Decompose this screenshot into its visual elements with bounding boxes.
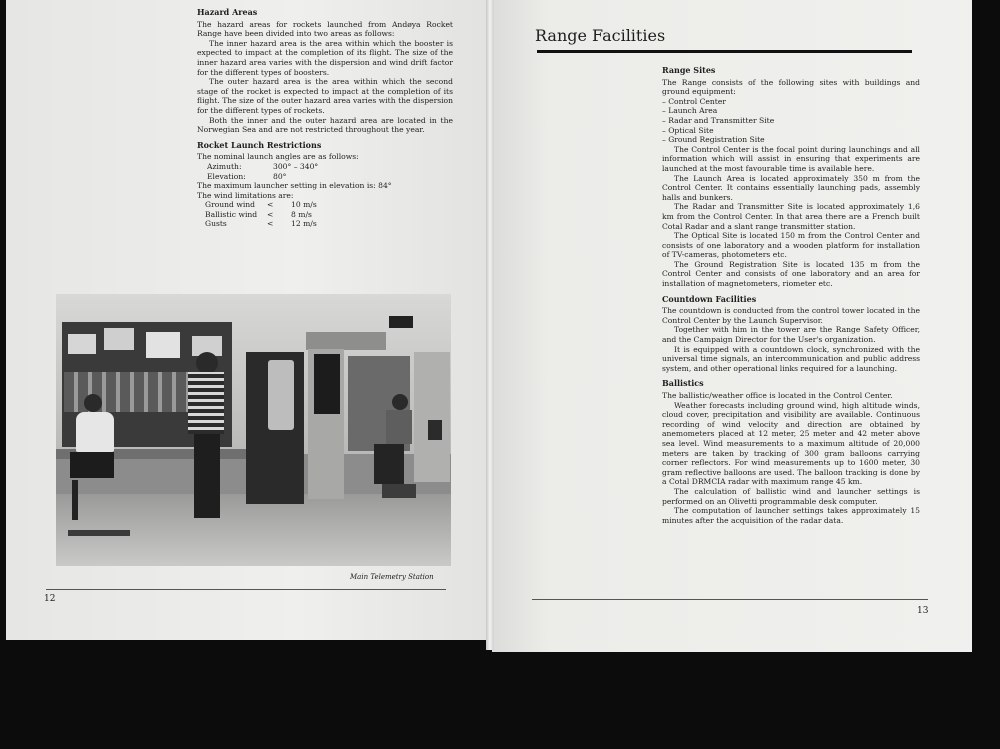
wind-row <box>197 210 453 220</box>
list-item: – Radar and Transmitter Site <box>662 115 775 125</box>
list-item: – Control Center <box>662 96 726 106</box>
hazard-para-1: The hazard areas for rockets launched from Andøya Rocket Range have been divided into two areas as follows: <box>197 19 453 39</box>
ballistics-para-4: The computation of launcher settings takes approximately 15 minutes after the acquisition of the radar data. <box>662 506 920 525</box>
countdown-heading: Countdown Facilities <box>662 293 757 304</box>
sites-para-2: The Launch Area is located approximately 350 m from the Control Center. It contains essentially launching pads, assembly halls and bunkers. <box>662 173 920 202</box>
telemetry-station-photo <box>56 294 451 566</box>
elevation-label: Elevation: <box>207 171 246 181</box>
wind-value: 12 m/s <box>291 219 317 229</box>
hazard-para-4: Both the inner and the outer hazard area are located in the Norwegian Sea and are not restricted throughout the year. <box>197 115 453 135</box>
hazard-heading: Hazard Areas <box>197 7 258 17</box>
ballistics-para-3: The calculation of ballistic wind and launcher settings is performed on an Olivetti programmable desk computer. <box>662 486 920 506</box>
wind-row <box>197 219 453 229</box>
list-item: – Optical Site <box>662 125 714 135</box>
sites-para-4: The Optical Site is located 150 m from the Control Center and consists of one laboratory and a wooden platform for installation of TV-cameras, photometers etc. <box>662 231 920 260</box>
wind-row <box>197 200 453 210</box>
sites-intro: The Range consists of the following sites with buildings and ground equipment: <box>662 77 920 97</box>
wind-label: Ground wind <box>205 200 256 210</box>
section-title: Range Facilities <box>535 26 666 45</box>
sites-para-1: The Control Center is the focal point during launchings and all information which will assist in ensuring that experiments are launched at the most favourable time is available here. <box>662 144 920 173</box>
countdown-para-1: The countdown is conducted from the control tower located in the Control Center by the Launch Supervisor. <box>662 306 920 325</box>
elevation-row <box>197 172 453 182</box>
hazard-para-3: The outer hazard area is the area within which the second stage of the rocket is expected to impact at the completion of its flight. The size of the outer hazard area varies with the dispersion for the different types of rockets. <box>197 77 453 115</box>
wind-op: < <box>267 219 274 229</box>
countdown-para-2: Together with him in the tower are the Range Safety Officer, and the Campaign Director for the User's organization. <box>662 325 920 345</box>
azimuth-row <box>197 162 453 172</box>
max-setting: The maximum launcher setting in elevation is: 84° <box>197 181 392 191</box>
azimuth-label: Azimuth: <box>207 161 242 171</box>
left-text-column <box>197 8 453 229</box>
hazard-para-2: The inner hazard area is the area within which the booster is expected to impact at the completion of its flight. The size of the inner hazard area varies with the dispersion and wind drift factor for the different types of boosters. <box>197 38 453 77</box>
left-footer-rule <box>46 589 446 590</box>
ballistics-para-2: Weather forecasts including ground wind, high altitude winds, cloud cover, precipitation and visibility are available. Continuous recording of wind velocity and direction are obtained by anemometers placed at 12 meter, 25 meter and 42 meter above sea level. Wind measurements to a maximum altitude of 20,000 meters are taken by tracking of 300 gram balloons carrying corner reflectors. For wind measurements up to 1600 meter, 30 gram reflective balloons are used. The balloon tracking is done by a Cotal DRMCIA radar with maximum range 45 km. <box>662 400 920 487</box>
wind-op: < <box>267 200 274 210</box>
restrictions-intro: The nominal launch angles are as follows: <box>197 152 359 162</box>
restrictions-heading: Rocket Launch Restrictions <box>197 139 322 150</box>
sites-para-5: The Ground Registration Site is located 135 m from the Control Center and consists of one laboratory and an area for installation of magnetometers, riometer etc. <box>662 259 920 289</box>
sites-list <box>662 97 920 145</box>
title-rule <box>537 50 912 53</box>
wind-value: 10 m/s <box>291 200 317 210</box>
wind-value: 8 m/s <box>291 209 312 219</box>
list-item: – Launch Area <box>662 106 718 116</box>
ballistics-para-1: The ballistic/weather office is located in the Control Center. <box>662 391 893 400</box>
wind-label: Ballistic wind <box>205 209 258 219</box>
azimuth-value: 300° – 340° <box>273 161 319 171</box>
sites-heading: Range Sites <box>662 65 716 75</box>
right-page-number: 13 <box>917 606 929 616</box>
right-footer-rule <box>532 599 928 600</box>
wind-op: < <box>267 209 274 219</box>
left-page-number: 12 <box>44 594 56 604</box>
book-spine <box>486 0 494 650</box>
photo-caption: Main Telemetry Station <box>350 573 434 581</box>
sites-para-3: The Radar and Transmitter Site is located approximately 1,6 km from the Control Center. In that area there are a French built Cotal Radar and a slant range transmitter station. <box>662 202 920 231</box>
right-text-column <box>662 66 920 525</box>
elevation-value: 80° <box>273 171 287 181</box>
wind-intro: The wind limitations are: <box>197 190 294 200</box>
wind-label: Gusts <box>205 219 227 229</box>
ballistics-heading: Ballistics <box>662 378 704 389</box>
countdown-para-3: It is equipped with a countdown clock, synchronized with the universal time signals, an intercommunication and public address system, and other operational links required for a launching. <box>662 344 920 373</box>
list-item: – Ground Registration Site <box>662 135 765 145</box>
